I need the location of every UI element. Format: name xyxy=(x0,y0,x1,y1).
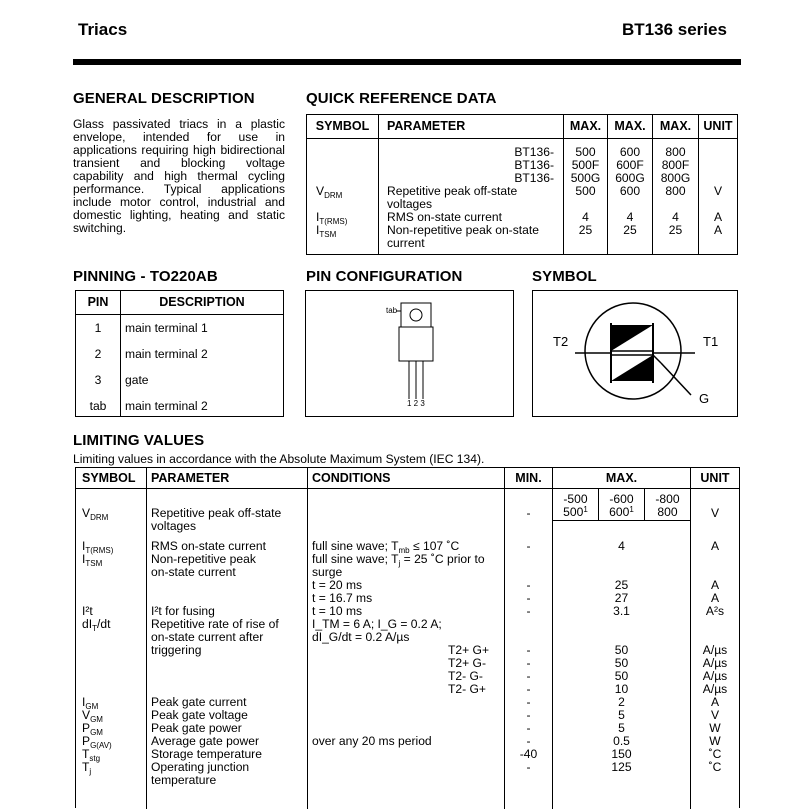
lv-param: Repetitive peak off-state xyxy=(151,506,282,520)
qr-type-suffix: 500F xyxy=(571,158,600,172)
lv-quadrant: T2- G+ xyxy=(448,682,486,696)
qr-param: Non-repetitive peak on-state xyxy=(387,223,539,237)
qr-value: 25 xyxy=(668,223,683,237)
qr-value: 800 xyxy=(665,184,686,198)
qr-unit: A xyxy=(713,210,723,224)
qr-type-suffix: 800 xyxy=(665,145,686,159)
lv-quadrant: T2+ G+ xyxy=(448,643,490,657)
lv-condition: full sine wave; $T_j = 25$ ˚C prior to xyxy=(312,552,485,568)
lv-param: Average gate power xyxy=(151,734,260,748)
lv-unit: ˚C xyxy=(708,747,722,761)
lv-param: on-state current after xyxy=(151,630,264,644)
quick-reference-heading: QUICK REFERENCE DATA xyxy=(306,90,497,107)
symbol-heading: SYMBOL xyxy=(532,268,597,285)
lv-min: - xyxy=(526,591,531,605)
qr-param: current xyxy=(387,236,425,250)
pin-numbers: 1 2 3 xyxy=(407,399,425,408)
qr-col-unit: UNIT xyxy=(703,119,733,133)
pin-description: gate xyxy=(125,373,149,387)
lv-max: 5 xyxy=(618,721,625,735)
limiting-values-intro: Limiting values in accordance with the Absolute Maximum System (IEC 134). xyxy=(73,452,485,466)
pin-configuration-box xyxy=(305,290,514,417)
lv-min: - xyxy=(526,708,531,722)
lv-symbol-itsm: $I_{TSM}$ xyxy=(82,552,103,568)
lv-unit: A xyxy=(710,591,720,605)
lv-quadrant: T2- G- xyxy=(448,669,483,683)
pin-col-pin: PIN xyxy=(87,295,109,309)
lv-min: - xyxy=(526,539,531,553)
pinning-table xyxy=(75,290,284,417)
lv-symbol-pgm: $P_{GM}$ xyxy=(82,721,103,737)
qr-value: 600 xyxy=(619,184,641,198)
lv-unit: A²s xyxy=(705,604,725,618)
qr-type-suffix: 800G xyxy=(660,171,691,185)
lv-unit: A/µs xyxy=(702,643,728,657)
lv-param: Peak gate power xyxy=(151,721,242,735)
symbol-label-g: G xyxy=(699,391,710,406)
to220-package-drawing xyxy=(306,291,513,416)
lv-param: on-state current xyxy=(151,565,236,579)
pin-col-description: DESCRIPTION xyxy=(159,295,245,309)
symbol-label-t2: T2 xyxy=(553,334,569,349)
lv-symbol-vgm: $V_{GM}$ xyxy=(82,708,103,724)
lv-col-max: MAX. xyxy=(605,471,638,485)
lv-min: - xyxy=(526,506,531,520)
triac-symbol-box xyxy=(532,290,738,417)
lv-condition: I_TM = 6 A; I_G = 0.2 A; xyxy=(312,617,442,631)
lv-max-grade: -500 xyxy=(563,492,588,506)
lv-unit: V xyxy=(710,506,720,520)
lv-param: Non-repetitive peak xyxy=(151,552,256,566)
lv-symbol-vdrm: $V_{DRM}$ xyxy=(82,506,109,522)
qr-value: 4 xyxy=(672,210,679,224)
lv-symbol-tj: $T_j$ xyxy=(82,760,92,776)
lv-min: - xyxy=(526,643,531,657)
lv-param: temperature xyxy=(151,773,217,787)
lv-max: 0.5 xyxy=(613,734,630,748)
lv-max-value: 800 xyxy=(657,505,678,519)
lv-min: - xyxy=(526,656,531,670)
qr-col-max-2: MAX. xyxy=(614,119,646,133)
lv-param: Peak gate voltage xyxy=(151,708,248,722)
lv-max: 10 xyxy=(614,682,629,696)
lv-unit: A/µs xyxy=(702,669,728,683)
qr-type-prefix: BT136- xyxy=(514,145,554,159)
lv-min: - xyxy=(526,604,531,618)
pin-number: 2 xyxy=(94,347,102,361)
limiting-values-heading: LIMITING VALUES xyxy=(73,432,205,449)
qr-type-suffix: 500 xyxy=(575,145,596,159)
lv-col-min: MIN. xyxy=(515,471,542,485)
qr-value: 4 xyxy=(582,210,589,224)
qr-col-symbol: SYMBOL xyxy=(315,119,370,133)
lv-min: - xyxy=(526,578,531,592)
general-description-heading: GENERAL DESCRIPTION xyxy=(73,90,255,107)
header-rule xyxy=(73,59,741,65)
lv-max: 50 xyxy=(614,656,629,670)
qr-type-prefix: BT136- xyxy=(514,158,554,172)
qr-symbol-itrms: $I_{T(RMS)}$ xyxy=(316,210,348,226)
general-description-text: Glass passivated triacs in a plastic envelope, intended for use in applications requiring high bidirectional transient and blocking voltage capability and high thermal cycling performance. Typical applications include motor control, industrial and domestic lighting, heating and static switching. xyxy=(73,117,285,235)
lv-col-conditions: CONDITIONS xyxy=(312,471,391,485)
symbol-label-t1: T1 xyxy=(703,334,719,349)
pinning-heading: PINNING - TO220AB xyxy=(73,268,218,285)
lv-param: Storage temperature xyxy=(151,747,262,761)
lv-symbol-pgav: $P_{G(AV)}$ xyxy=(82,734,112,750)
lv-symbol-i2t: I²t xyxy=(82,604,93,618)
lv-symbol-itrms: $I_{T(RMS)}$ xyxy=(82,539,114,555)
pin-number: 3 xyxy=(94,373,102,387)
qr-type-suffix: 600G xyxy=(615,171,645,185)
lv-max: 3.1 xyxy=(613,604,630,618)
pin-number: tab xyxy=(89,399,107,413)
lv-unit: W xyxy=(709,721,721,735)
lv-unit: A xyxy=(710,695,720,709)
lv-max: 27 xyxy=(614,591,629,605)
lv-condition: t = 16.7 ms xyxy=(312,591,373,605)
lv-condition: over any 20 ms period xyxy=(312,734,432,748)
pin-description: main terminal 1 xyxy=(125,321,208,335)
lv-min: - xyxy=(526,734,531,748)
lv-symbol-tstg: $T_{stg}$ xyxy=(82,747,101,763)
qr-unit: A xyxy=(713,223,723,237)
qr-col-max-1: MAX. xyxy=(569,119,602,133)
lv-max-value: $500^1$ xyxy=(563,505,588,519)
lv-condition: t = 20 ms xyxy=(312,578,363,592)
qr-param: Repetitive peak off-state xyxy=(387,184,518,198)
lv-max: 4 xyxy=(618,539,625,553)
lv-unit: A xyxy=(710,539,720,553)
lv-max: 50 xyxy=(614,669,629,683)
lv-param: Operating junction xyxy=(151,760,250,774)
lv-param: RMS on-state current xyxy=(151,539,266,553)
lv-max-grade: -800 xyxy=(655,492,680,506)
lv-unit: ˚C xyxy=(708,760,722,774)
lv-max: 125 xyxy=(611,760,632,774)
qr-value: 4 xyxy=(626,210,634,224)
lv-max-grade: -600 xyxy=(609,492,634,506)
lv-symbol-igm: $I_{GM}$ xyxy=(82,695,99,711)
lv-param: Peak gate current xyxy=(151,695,247,709)
lv-unit: A/µs xyxy=(702,656,728,670)
lv-col-unit: UNIT xyxy=(700,471,730,485)
quick-reference-table xyxy=(306,114,738,255)
lv-unit: A xyxy=(710,578,720,592)
tab-label: tab xyxy=(386,306,398,315)
qr-symbol-vdrm: $V_{DRM}$ xyxy=(316,184,343,200)
lv-unit: W xyxy=(709,734,721,748)
lv-condition: dI_G/dt = 0.2 A/µs xyxy=(312,630,410,644)
lv-max: 2 xyxy=(618,695,625,709)
document-title: Triacs xyxy=(78,20,128,39)
qr-param: RMS on-state current xyxy=(387,210,502,224)
qr-col-max-3: MAX. xyxy=(659,119,692,133)
lv-max: 50 xyxy=(614,643,629,657)
lv-min: - xyxy=(526,695,531,709)
lv-symbol-dit-dt: $dI_T/dt$ xyxy=(82,617,111,633)
qr-unit: V xyxy=(713,184,723,198)
pin-configuration-heading: PIN CONFIGURATION xyxy=(306,268,463,285)
limiting-values-table xyxy=(75,467,740,808)
part-series-title: BT136 series xyxy=(622,20,727,39)
qr-value: 25 xyxy=(578,223,593,237)
qr-type-suffix: 500G xyxy=(570,171,601,185)
qr-value: 500 xyxy=(575,184,596,198)
lv-min: - xyxy=(526,669,531,683)
lv-col-parameter: PARAMETER xyxy=(151,471,230,485)
lv-condition: full sine wave; $T_{mb} \le 107$ ˚C xyxy=(312,539,460,555)
lv-unit: A/µs xyxy=(702,682,728,696)
lv-condition: t = 10 ms xyxy=(312,604,363,618)
lv-quadrant: T2+ G- xyxy=(448,656,486,670)
qr-type-suffix: 600 xyxy=(619,145,641,159)
lv-min: - xyxy=(526,682,531,696)
lv-min: - xyxy=(526,760,531,774)
lv-unit: V xyxy=(710,708,720,722)
lv-max: 5 xyxy=(618,708,625,722)
lv-col-symbol: SYMBOL xyxy=(82,471,136,485)
lv-max: 25 xyxy=(614,578,629,592)
lv-param: I²t for fusing xyxy=(151,604,215,618)
pin-description: main terminal 2 xyxy=(125,399,208,413)
lv-param: Repetitive rate of rise of xyxy=(151,617,279,631)
qr-value: 25 xyxy=(623,223,637,237)
lv-param: triggering xyxy=(151,643,202,657)
qr-type-suffix: 800F xyxy=(661,158,690,172)
lv-max: 150 xyxy=(611,747,632,761)
pin-number: 1 xyxy=(94,321,102,335)
pin-description: main terminal 2 xyxy=(125,347,208,361)
lv-min: - xyxy=(526,721,531,735)
lv-max-value: $600^1$ xyxy=(609,505,634,519)
qr-type-suffix: 600F xyxy=(616,158,644,172)
qr-col-parameter: PARAMETER xyxy=(387,119,466,133)
lv-condition: surge xyxy=(312,565,343,579)
lv-min: -40 xyxy=(519,747,538,761)
qr-param: voltages xyxy=(387,197,433,211)
lv-param: voltages xyxy=(151,519,197,533)
qr-symbol-itsm: $I_{TSM}$ xyxy=(316,223,337,239)
qr-type-prefix: BT136- xyxy=(514,171,554,185)
